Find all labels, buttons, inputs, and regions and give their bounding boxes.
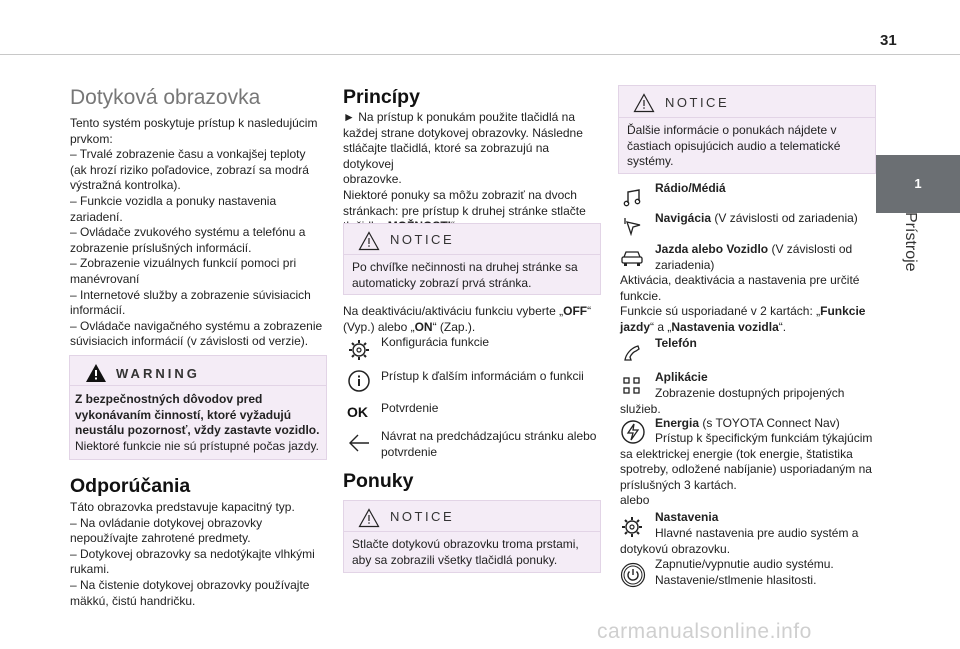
item-confirm: Potvrdenie [381,401,439,415]
notice-triangle-icon [358,508,380,533]
chapter-label: Prístroje [902,212,919,272]
toggle-text-part: Na deaktiváciu/aktiváciu funkciu vyberte „ [343,304,564,318]
driving-desc-part: “. [778,319,787,334]
toggle-text-part: “ (Zap.). [432,319,476,334]
settings-gear-icon [347,338,371,367]
energy-item [655,416,840,432]
notice-1-text: Po chvíľke nečinnosti na druhej stránke sa automaticky zobrazí prvá stránka. [352,260,578,290]
power-desc: Zapnutie/vypnutie audio systému. Nastavenie/stlmenie hlasitosti. [655,557,834,587]
vehicle-settings-tab: Nastavenia vozidla [671,319,779,334]
recommendations-title: Odporúčania [70,475,191,497]
energy-suffix: (s TOYOTA Connect Nav) [699,416,840,430]
warning-title: WARNING [116,366,200,381]
notice-triangle-icon [358,231,380,256]
intro-text: Tento systém poskytuje prístup k nasledujúcim prvkom: – Trvalé zobrazenie času a vonkajšej teploty (ak hrozí riziko poľadovice, zobrazí sa modrá výstražná kontrolka). – Funkcie vozidla a ponuky nastavenia zariadení. – Ovládače zvukového systému a telefónu a zobrazenie príslušných informácií. – Zobrazenie vizuálnych funkcií pomoci pri manévrovaní – Internetové služby a zobrazenie súvisiacich informácií. – Ovládače navigačného systému a zobrazenie súvisiacich informácií (v závislosti od verzie). [70,116,323,349]
notice-box-3 [618,85,876,174]
music-note-icon [622,188,642,213]
driving-label: Jazda alebo Vozidlo [655,242,769,256]
page-number: 31 [880,32,897,49]
toggle-text-part: “ (Vyp.) alebo „ [343,304,592,334]
phone-label: Telefón [655,336,697,350]
notice-box-2 [343,500,601,573]
radio-media-label: Rádio/Médiá [655,181,726,195]
navigation-item [655,211,858,227]
energy-label: Energia [655,416,700,430]
notice-3-text: Ďalšie informácie o ponukách nájdete v častiach opisujúcich audio a telematické systémy. [627,123,841,169]
ok-icon: OK [347,404,368,420]
menus-title: Ponuky [343,470,414,492]
warning-text: Niektoré funkcie nie sú prístupné počas jazdy. [75,439,319,453]
chapter-tab[interactable]: 1 [876,155,960,213]
header-divider [0,54,960,55]
toggle-text [343,304,603,335]
recommendations-text: Táto obrazovka predstavuje kapacitný typ. – Na ovládanie dotykovej obrazovky nepoužívajte zahrotené predmety. – Dotykovej obrazovky sa nedotýkajte vlhkými rukami. – Na čistenie dotykovej obrazovky používajte mäkkú, čistú handričku. [70,500,315,608]
item-back: Návrat na predchádzajúcu stránku alebo potvrdenie [381,429,597,459]
watermark: carmanualsonline.info [597,620,812,643]
notice-1-title: NOTICE [390,232,455,247]
notice-2-title: NOTICE [390,509,455,524]
notice-box-1 [343,223,601,295]
warning-box [69,355,327,460]
notice-2-divider [344,531,600,532]
item-info: Prístup k ďalším informáciám o funkcii [381,369,584,383]
driving-suffix: (V závislosti od zariadenia) [655,242,853,272]
notice-triangle-icon [633,93,655,118]
notice-1-divider [344,254,600,255]
navigation-suffix: (V závislosti od zariadenia) [711,211,858,225]
driving-desc-part: Aktivácia, deaktivácia a nastavenia pre určité funkcie. Funkcie sú usporiadané v 2 kartách: „ [620,273,860,319]
driving-desc [620,273,880,335]
apps-desc: Zobrazenie dostupných pripojených služieb. [620,386,845,416]
chapter-label-container [895,212,919,338]
phone-icon [622,343,642,368]
principles-text [343,110,603,235]
principles-text-part: ► Na prístup k ponukám použite tlačidlá na každej strane dotykovej obrazovky. Následne stláčajte tlačidlá, ktoré sa zobrazujú na dotykovej obrazovke. Niektoré ponuky sa môžu zobraziť na dvoch stránkach: pre prístup k druhej stránke stlačte [343,110,586,218]
driving-item [655,242,852,273]
off-label: OFF [563,304,588,318]
info-icon [347,369,371,398]
driving-functions-tab: Funkcie jazdy [620,304,866,334]
principles-title: Princípy [343,86,420,108]
settings-label: Nastavenia [655,510,719,524]
notice-3-divider [619,117,875,118]
driving-desc-part: “ a „ [650,319,672,334]
navigation-label: Navigácia [655,211,712,225]
apps-label: Aplikácie [655,370,708,384]
on-label: ON [414,319,433,334]
power-icon [620,562,646,593]
back-arrow-icon [347,432,371,459]
energy-desc: Prístup k špecifickým funkciám týkajúcim sa elektrickej energie (tok energie, štatistika spotreby, odložené nabíjanie) usporiadaným na príslušných 3 kartách. alebo [620,431,873,508]
section-title: Dotyková obrazovka [70,86,261,109]
warning-bold-text: Z bezpečnostných dôvodov pred vykonávaním činností, ktoré vyžadujú neustálu pozornosť, vždy zastavte vozidlo. [75,392,320,438]
warning-divider [70,385,326,386]
item-configuration: Konfigurácia funkcie [381,335,490,349]
settings-desc: Hlavné nastavenia pre audio systém a dotykovú obrazovku. [620,526,859,556]
notice-3-title: NOTICE [665,95,730,110]
car-icon [620,249,644,272]
navigation-arrow-icon [622,216,642,241]
notice-2-text: Stlačte dotykovú obrazovku troma prstami, aby sa zobrazili všetky tlačidlá ponuky. [352,537,579,567]
